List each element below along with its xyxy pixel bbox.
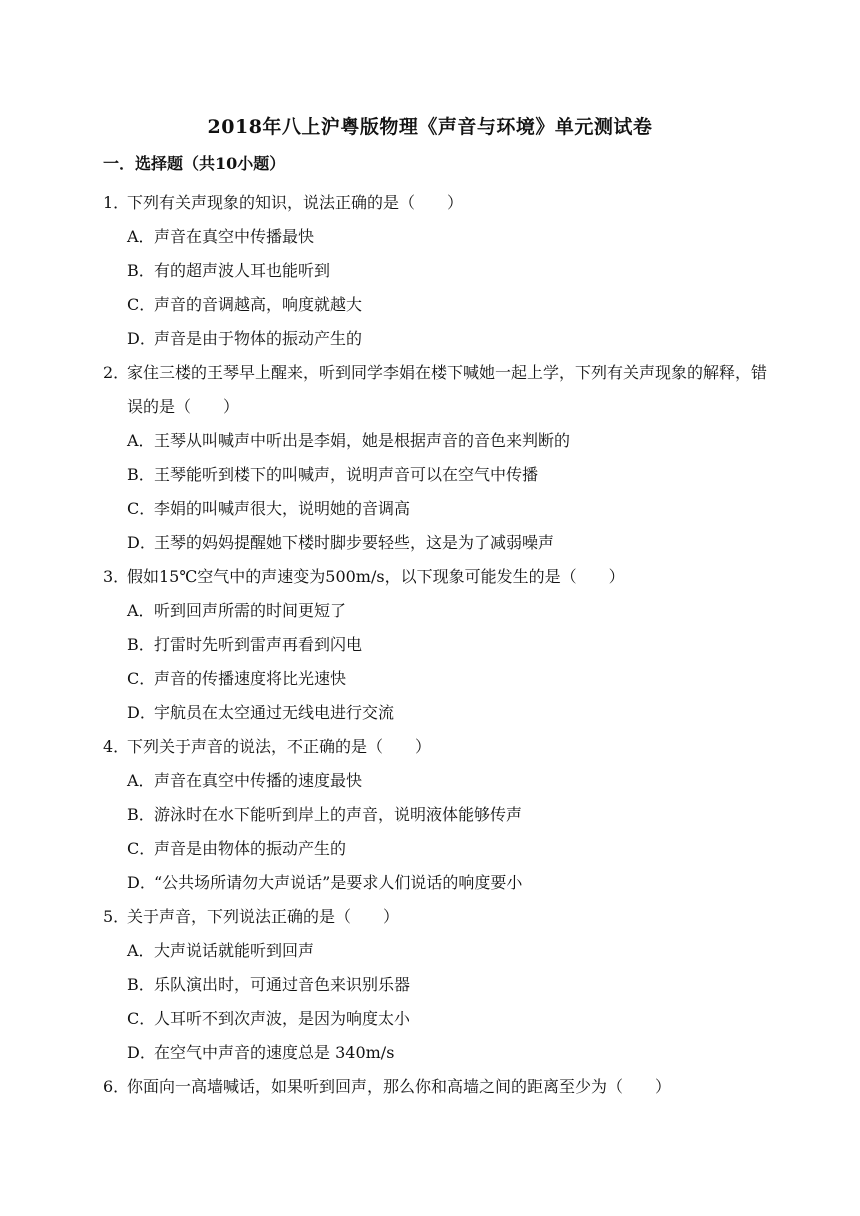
option-d [0, 866, 860, 900]
option-letter: D． [127, 873, 156, 892]
option-list [0, 220, 860, 356]
option-text: 打雷时先听到雷声再看到闪电 [154, 635, 363, 654]
section-heading: 一．选择题（共10小题） [103, 154, 286, 173]
option-text: 乐队演出时，可通过音色来识别乐器 [154, 975, 411, 994]
question-text: 你面向一高墙喊话，如果听到回声，那么你和高墙之间的距离至少为（ ） [127, 1077, 672, 1096]
question-text: 假如15℃空气中的声速变为500m/s，以下现象可能发生的是（ ） [127, 567, 625, 586]
option-b [0, 798, 860, 832]
question-text: 家住三楼的王琴早上醒来，听到同学李娟在楼下喊她一起上学，下列有关声现象的解释，错误的是（ ） [127, 363, 768, 416]
option-letter: B． [127, 635, 155, 654]
option-c [0, 1002, 860, 1036]
question-3 [0, 560, 860, 730]
question-number: 6． [103, 1077, 130, 1096]
option-c [0, 288, 860, 322]
option-letter: C． [127, 1009, 156, 1028]
option-letter: B． [127, 261, 155, 280]
option-text: 声音的传播速度将比光速快 [154, 669, 347, 688]
question-stem [0, 730, 860, 764]
option-text: 大声说话就能听到回声 [154, 941, 315, 960]
option-text: 王琴从叫喊声中听出是李娟，她是根据声音的音色来判断的 [154, 431, 571, 450]
question-stem [0, 186, 860, 220]
option-text: 李娟的叫喊声很大，说明她的音调高 [154, 499, 411, 518]
option-text: 声音是由物体的振动产生的 [154, 839, 347, 858]
option-letter: B． [127, 805, 155, 824]
option-d [0, 696, 860, 730]
question-stem [0, 1070, 860, 1104]
question-stem [0, 900, 860, 934]
option-b [0, 254, 860, 288]
question-text: 下列有关声现象的知识，说法正确的是（ ） [127, 193, 464, 212]
option-letter: D． [127, 329, 156, 348]
option-text: 声音在真空中传播的速度最快 [154, 771, 363, 790]
option-text: “公共场所请勿大声说话”是要求人们说话的响度要小 [154, 873, 523, 892]
question-1 [0, 186, 860, 356]
option-text: 听到回声所需的时间更短了 [154, 601, 347, 620]
option-letter: D． [127, 1043, 156, 1062]
option-b [0, 458, 860, 492]
question-stem [0, 560, 860, 594]
option-text: 在空气中声音的速度总是 340m/s [154, 1043, 395, 1062]
option-text: 声音在真空中传播最快 [154, 227, 315, 246]
option-a [0, 934, 860, 968]
option-a [0, 220, 860, 254]
question-6 [0, 1070, 860, 1104]
option-text: 人耳听不到次声波，是因为响度太小 [154, 1009, 411, 1028]
option-letter: A． [127, 227, 155, 246]
question-2 [0, 356, 860, 560]
option-letter: C． [127, 839, 156, 858]
option-text: 宇航员在太空通过无线电进行交流 [154, 703, 395, 722]
question-stem [0, 356, 860, 424]
option-letter: D． [127, 533, 156, 552]
question-5 [0, 900, 860, 1070]
option-a [0, 594, 860, 628]
option-letter: A． [127, 771, 155, 790]
option-letter: C． [127, 669, 156, 688]
question-number: 5． [103, 907, 130, 926]
option-c [0, 662, 860, 696]
option-c [0, 492, 860, 526]
option-text: 王琴的妈妈提醒她下楼时脚步要轻些，这是为了减弱噪声 [154, 533, 555, 552]
question-text: 关于声音，下列说法正确的是（ ） [127, 907, 400, 926]
question-number: 2． [103, 363, 130, 382]
option-list [0, 934, 860, 1070]
option-letter: C． [127, 499, 156, 518]
question-text: 下列关于声音的说法，不正确的是（ ） [127, 737, 432, 756]
option-list [0, 424, 860, 560]
option-a [0, 764, 860, 798]
question-4 [0, 730, 860, 900]
document-title: 2018年八上沪粤版物理《声音与环境》单元测试卷 [207, 116, 653, 138]
option-letter: A． [127, 941, 155, 960]
option-c [0, 832, 860, 866]
question-number: 1． [103, 193, 130, 212]
option-letter: D． [127, 703, 156, 722]
option-d [0, 1036, 860, 1070]
option-text: 王琴能听到楼下的叫喊声，说明声音可以在空气中传播 [154, 465, 539, 484]
option-text: 游泳时在水下能听到岸上的声音，说明液体能够传声 [154, 805, 523, 824]
option-text: 有的超声波人耳也能听到 [154, 261, 331, 280]
question-list [0, 186, 860, 1104]
option-b [0, 628, 860, 662]
option-letter: C． [127, 295, 156, 314]
option-d [0, 322, 860, 356]
question-number: 3． [103, 567, 130, 586]
question-number: 4． [103, 737, 130, 756]
option-letter: B． [127, 975, 155, 994]
option-a [0, 424, 860, 458]
option-list [0, 594, 860, 730]
option-list [0, 764, 860, 900]
option-d [0, 526, 860, 560]
option-text: 声音的音调越高，响度就越大 [154, 295, 363, 314]
option-letter: A． [127, 601, 155, 620]
option-letter: B． [127, 465, 155, 484]
option-letter: A． [127, 431, 155, 450]
option-b [0, 968, 860, 1002]
option-text: 声音是由于物体的振动产生的 [154, 329, 363, 348]
